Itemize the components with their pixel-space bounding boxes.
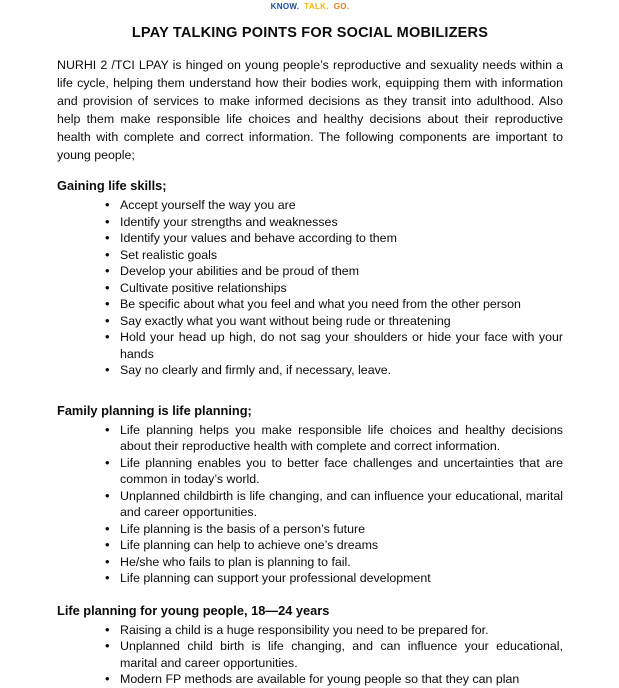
section-gaining-life-skills xyxy=(57,178,563,379)
bullet-item: • Identify your values and behave according to them xyxy=(120,230,563,247)
bullet-item: • Life planning can help to achieve one’s dreams xyxy=(120,537,563,554)
bullet-item: • Life planning enables you to better face challenges and uncertainties that are common in today’s world. xyxy=(120,455,563,488)
bullet-item: • Hold your head up high, do not sag your shoulders or hide your face with your hands xyxy=(120,329,563,362)
bullet-item: • Raising a child is a huge responsibility you need to be prepared for. xyxy=(120,622,563,639)
bullet-item: • Identify your strengths and weaknesses xyxy=(120,214,563,231)
bullet-item: • Develop your abilities and be proud of them xyxy=(120,263,563,280)
bullet-item: • Life planning helps you make responsible life choices and healthy decisions about their reproductive health with complete and correct information. xyxy=(120,422,563,455)
document-title: LPAY TALKING POINTS FOR SOCIAL MOBILIZERS xyxy=(131,25,489,41)
bullet-item: • He/she who fails to plan is planning to fail. xyxy=(120,554,563,571)
section-life-planning-young-people xyxy=(57,603,563,688)
bullet-item: • Unplanned childbirth is life changing, and can influence your educational, marital and career opportunities. xyxy=(120,488,563,521)
bullet-item: • Unplanned child birth is life changing, and can influence your educational, marital and career opportunities. xyxy=(120,638,563,671)
bullet-item: • Set realistic goals xyxy=(120,247,563,264)
bullet-list xyxy=(57,197,563,379)
section-heading: Family planning is life planning; xyxy=(57,402,252,418)
section-heading: Gaining life skills; xyxy=(57,178,167,193)
bullet-item: • Be specific about what you feel and what you need from the other person xyxy=(120,296,563,313)
section-heading: Life planning for young people, 18—24 years xyxy=(57,602,330,618)
section-family-planning xyxy=(57,403,563,587)
bullet-item: • Modern FP methods are available for young people so that they can plan xyxy=(120,671,563,688)
brand-know-text: KNOW. xyxy=(270,2,300,11)
bullet-item: • Life planning can support your professional development xyxy=(120,570,563,587)
bullet-item: • Life planning is the basis of a person’s future xyxy=(120,521,563,538)
brand-talk-text: TALK. xyxy=(304,2,329,11)
bullet-item: • Say no clearly and firmly and, if necessary, leave. xyxy=(120,362,563,379)
brand-go-text: GO. xyxy=(333,2,350,11)
bullet-item: • Cultivate positive relationships xyxy=(120,280,563,297)
bullet-list xyxy=(57,422,563,587)
brand-header xyxy=(57,0,563,12)
bullet-item: • Accept yourself the way you are xyxy=(120,197,563,214)
bullet-list xyxy=(57,622,563,688)
intro-paragraph: NURHI 2 /TCI LPAY is hinged on young people’s reproductive and sexuality needs within a life cycle, helping them understand how their bodies work, equipping them with information and provision of services to make informed decisions as they transit into adulthood. Also help them make responsible life choices and healthy decisions about their reproductive health with complete and correct information. The following components are important to young people; xyxy=(57,58,563,162)
bullet-item: • Say exactly what you want without being rude or threatening xyxy=(120,313,563,330)
